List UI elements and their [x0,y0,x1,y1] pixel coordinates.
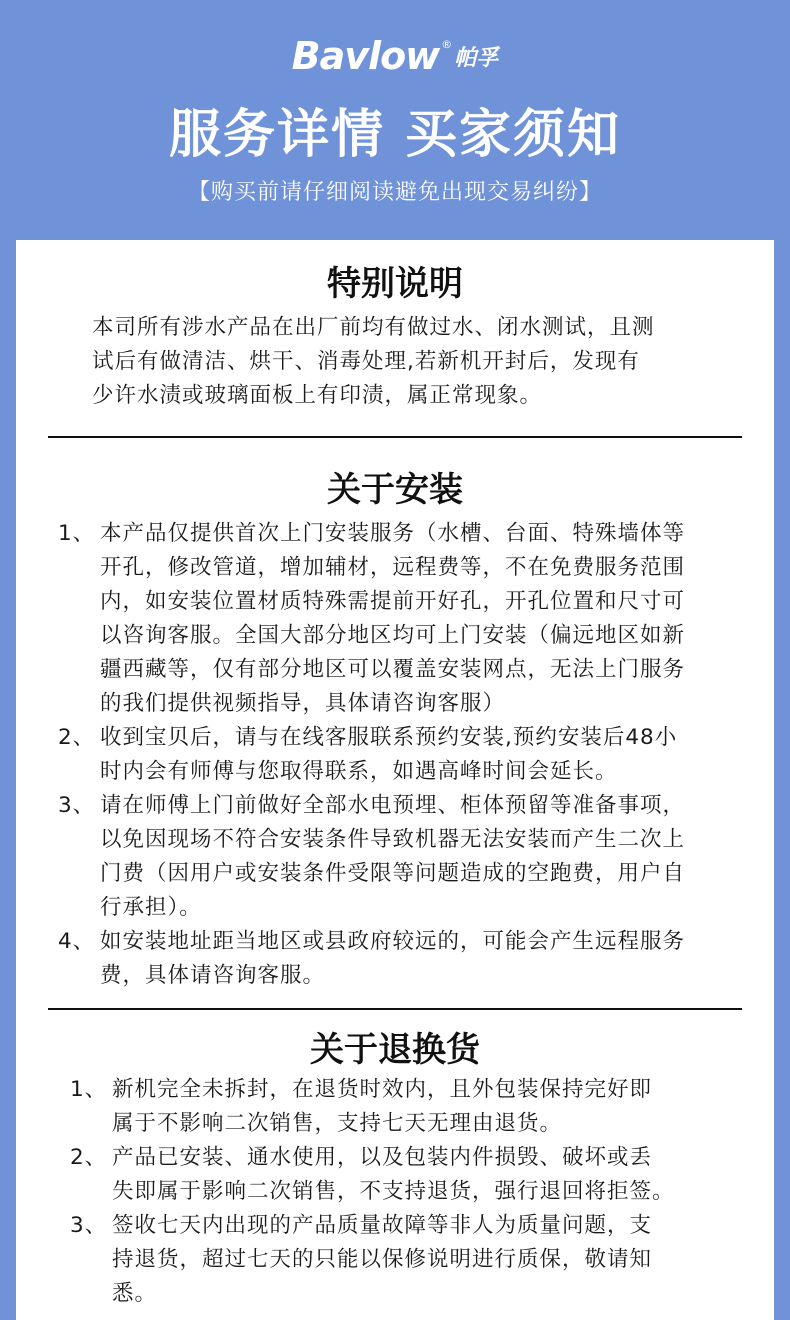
special-line: 试后有做清洁、烘干、消毒处理,若新机开封后，发现有 [92,349,640,374]
item-line: 请在师傅上门前做好全部水电预埋、柜体预留等准备事项， [100,793,686,818]
returns-item-1 [70,1073,652,1141]
registered-mark: ® [441,38,453,51]
special-line: 少许水渍或玻璃面板上有印渍，属正常现象。 [92,383,543,408]
item-number: 2、 [70,1145,108,1170]
section-title-install: 关于安装 [327,470,463,510]
header-banner [0,0,790,240]
item-line: 疆西藏等，仅有部分地区可以覆盖安装网点，无法上门服务 [100,657,686,682]
item-number: 4、 [58,929,96,954]
item-line: 持退货，超过七天的只能以保修说明进行质保，敬请知 [112,1247,653,1272]
section-title-returns: 关于退换货 [310,1030,480,1070]
item-line: 行承担）。 [100,895,202,920]
item-line: 属于不影响二次销售，支持七天无理由退货。 [112,1111,563,1136]
item-number: 2、 [58,725,96,750]
item-line: 产品已安装、通水使用，以及包装内件损毁、破坏或丢 [112,1145,653,1170]
item-line: 以免因现场不符合安装条件导致机器无法安装而产生二次上 [100,827,686,852]
page-subtitle: 【购买前请仔细阅读避免出现交易纠纷】 [187,180,602,205]
install-item-2 [58,721,677,789]
item-line: 失即属于影响二次销售，不支持退货，强行退回将拒签。 [112,1179,675,1204]
returns-item-2 [70,1141,675,1209]
item-line: 如安装地址距当地区或县政府较远的，可能会产生远程服务 [100,929,686,954]
section-divider [48,436,742,438]
item-line: 以咨询客服。全国大部分地区均可上门安装（偏远地区如新 [100,623,686,648]
section-divider [48,1008,742,1010]
item-line: 费，具体请咨询客服。 [100,963,326,988]
install-item-1 [58,517,685,721]
brand-logo [0,34,790,78]
special-line: 本司所有涉水产品在出厂前均有做过水、闭水测试，且测 [92,315,655,340]
item-number: 1、 [58,521,96,546]
section-title-special: 特别说明 [327,264,463,304]
brand-name-cn: 帕孚 [454,46,499,71]
returns-item-3 [70,1209,652,1311]
item-number: 3、 [58,793,96,818]
item-line: 本产品仅提供首次上门安装服务（水槽、台面、特殊墙体等 [100,521,686,546]
item-line: 内，如安装位置材质特殊需提前开好孔，开孔位置和尺寸可 [100,589,686,614]
item-line: 门费（因用户或安装条件受限等问题造成的空跑费，用户自 [100,861,686,886]
content-card [16,240,774,1320]
item-line: 悉。 [112,1281,158,1306]
item-line: 时内会有师傅与您取得联系，如遇高峰时间会延长。 [100,759,618,784]
item-line: 新机完全未拆封，在退货时效内，且外包装保持完好即 [112,1077,653,1102]
install-item-3 [58,789,685,925]
special-text [92,311,655,413]
item-number: 3、 [70,1213,108,1238]
item-line: 的我们提供视频指导，具体请咨询客服） [100,691,506,716]
install-item-4 [58,925,685,993]
brand-name-en: Bavlow [291,34,440,78]
page-title: 服务详情 买家须知 [168,105,622,165]
item-line: 收到宝贝后，请与在线客服联系预约安装,预约安装后48小 [100,725,678,750]
item-line: 签收七天内出现的产品质量故障等非人为质量问题，支 [112,1213,653,1238]
item-number: 1、 [70,1077,108,1102]
item-line: 开孔，修改管道，增加辅材，远程费等，不在免费服务范围 [100,555,686,580]
